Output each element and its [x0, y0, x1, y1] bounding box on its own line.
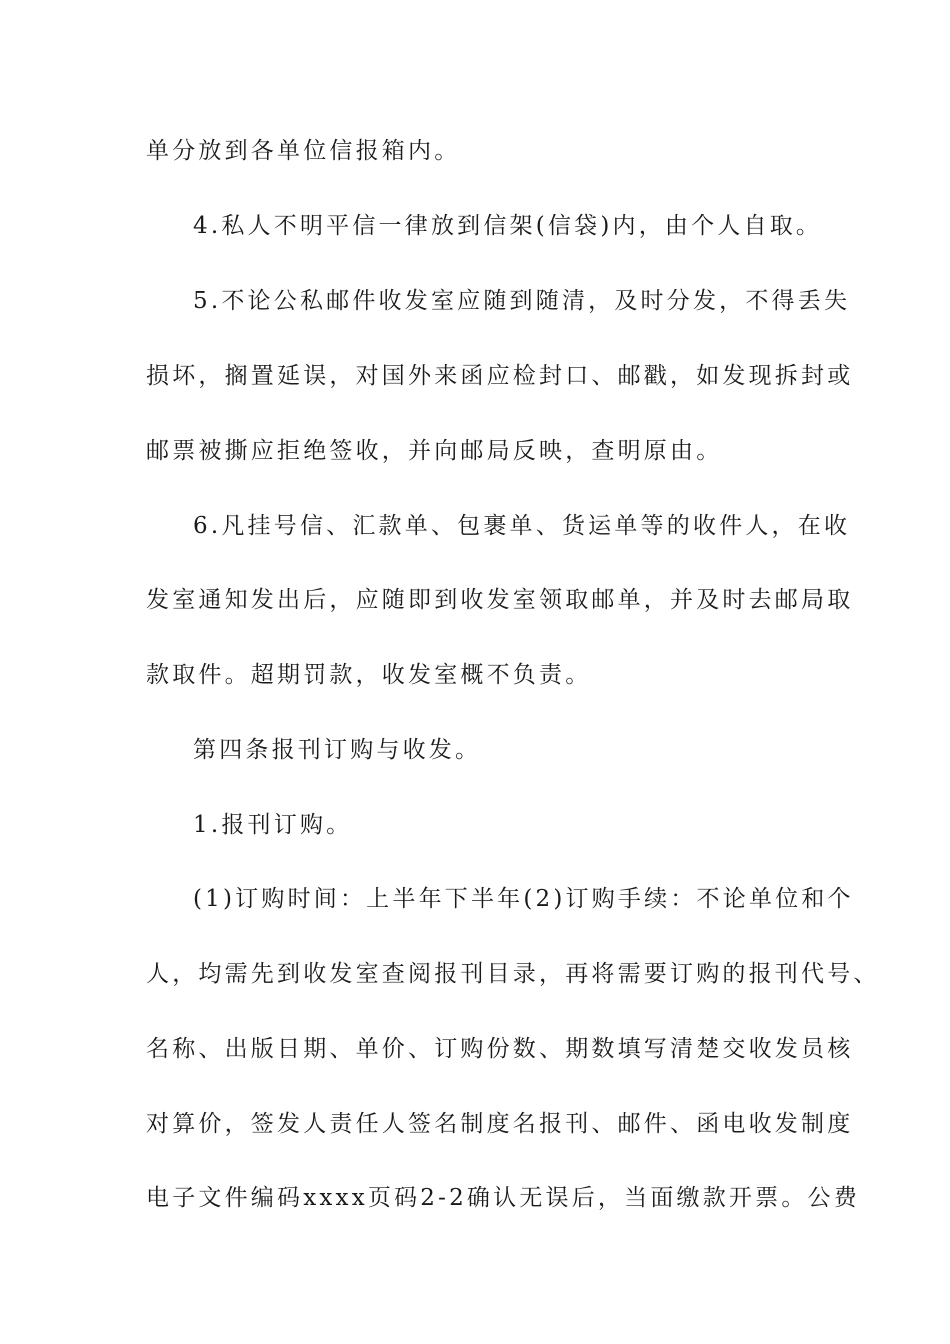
text-line: 邮票被撕应拒绝签收，并向邮局反映，查明原由。 [146, 438, 723, 464]
text-line: 款取件。超期罚款，收发室概不负责。 [146, 662, 592, 688]
subsection-heading: 1.报刊订购。 [193, 812, 353, 838]
text-line: 损坏，搁置延误，对国外来函应检封口、邮戳，如发现拆封或 [146, 363, 854, 389]
text-line: 电子文件编码xxxx页码2-2确认无误后，当面缴款开票。公费 [146, 1185, 860, 1211]
text-line: 人，均需先到收发室查阅报刊目录，再将需要订购的报刊代号、 [146, 961, 880, 987]
text-line: 对算价，签发人责任人签名制度名报刊、邮件、函电收发制度 [146, 1111, 854, 1137]
section-heading: 第四条报刊订购与收发。 [193, 737, 482, 763]
text-line: (1)订购时间：上半年下半年(2)订购手续：不论单位和个 [193, 886, 854, 912]
text-line: 单分放到各单位信报箱内。 [146, 138, 461, 164]
text-line: 5.不论公私邮件收发室应随到随清，及时分发，不得丢失 [193, 288, 851, 314]
text-line: 6.凡挂号信、汇款单、包裹单、货运单等的收件人，在收 [193, 513, 851, 539]
text-line: 4.私人不明平信一律放到信架(信袋)内，由个人自取。 [193, 213, 823, 239]
text-line: 名称、出版日期、单价、订购份数、期数填写清楚交收发员核 [146, 1036, 854, 1062]
text-line: 发室通知发出后，应随即到收发室领取邮单，并及时去邮局取 [146, 587, 854, 613]
